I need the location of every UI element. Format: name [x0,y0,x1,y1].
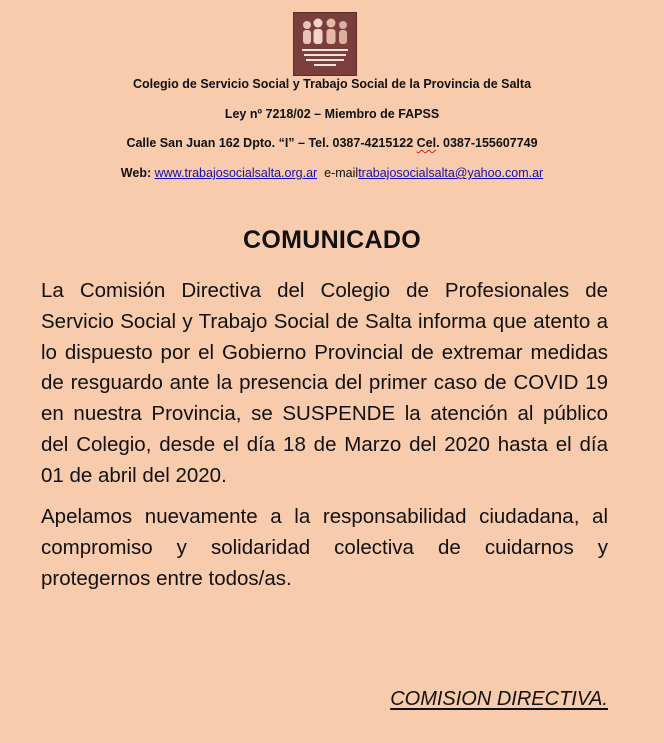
law-line: Ley nº 7218/02 – Miembro de FAPSS [224,107,440,121]
address-end: . 0387-155607749 [436,136,538,150]
web-label: Web: [120,166,152,180]
announcement-paragraph: La Comisión Directiva del Colegio de Profesionales de Servicio Social y Trabajo Social de Salta informa que atento a lo dispuesto por el Gobierno Provincial de extremar medidas de resguardo ante la presencia del primer caso de COVID 19 en nuestra Provincia, se SUSPENDE la atención al público del Colegio, desde el día 18 de Marzo del 2020 hasta el día 01 de abril del 2020. [41,279,608,487]
email-label: e-mail [324,166,359,180]
signature: COMISION DIRECTIVA. [390,688,608,710]
website-link[interactable]: www.trabajosocialsalta.org.ar [154,166,318,180]
appeal-paragraph: Apelamos nuevamente a la responsabilidad ciudadana, al compromiso y solidaridad colectiva de cuidarnos y protegernos entre todos/as. [41,505,608,590]
email-link[interactable]: trabajosocialsalta@yahoo.com.ar [358,166,544,180]
colegio-logo [293,12,357,76]
organization-name: Colegio de Servicio Social y Trabajo Social de la Provincia de Salta [132,77,532,91]
address-start: Calle San Juan 162 Dpto. “I” – Tel. 0387-4215122 [126,136,417,150]
address-line [0,135,664,151]
contact-line [0,165,664,181]
page-title: COMUNICADO [243,226,421,254]
address-cel: Cel [416,136,437,150]
people-group-icon [294,13,356,75]
